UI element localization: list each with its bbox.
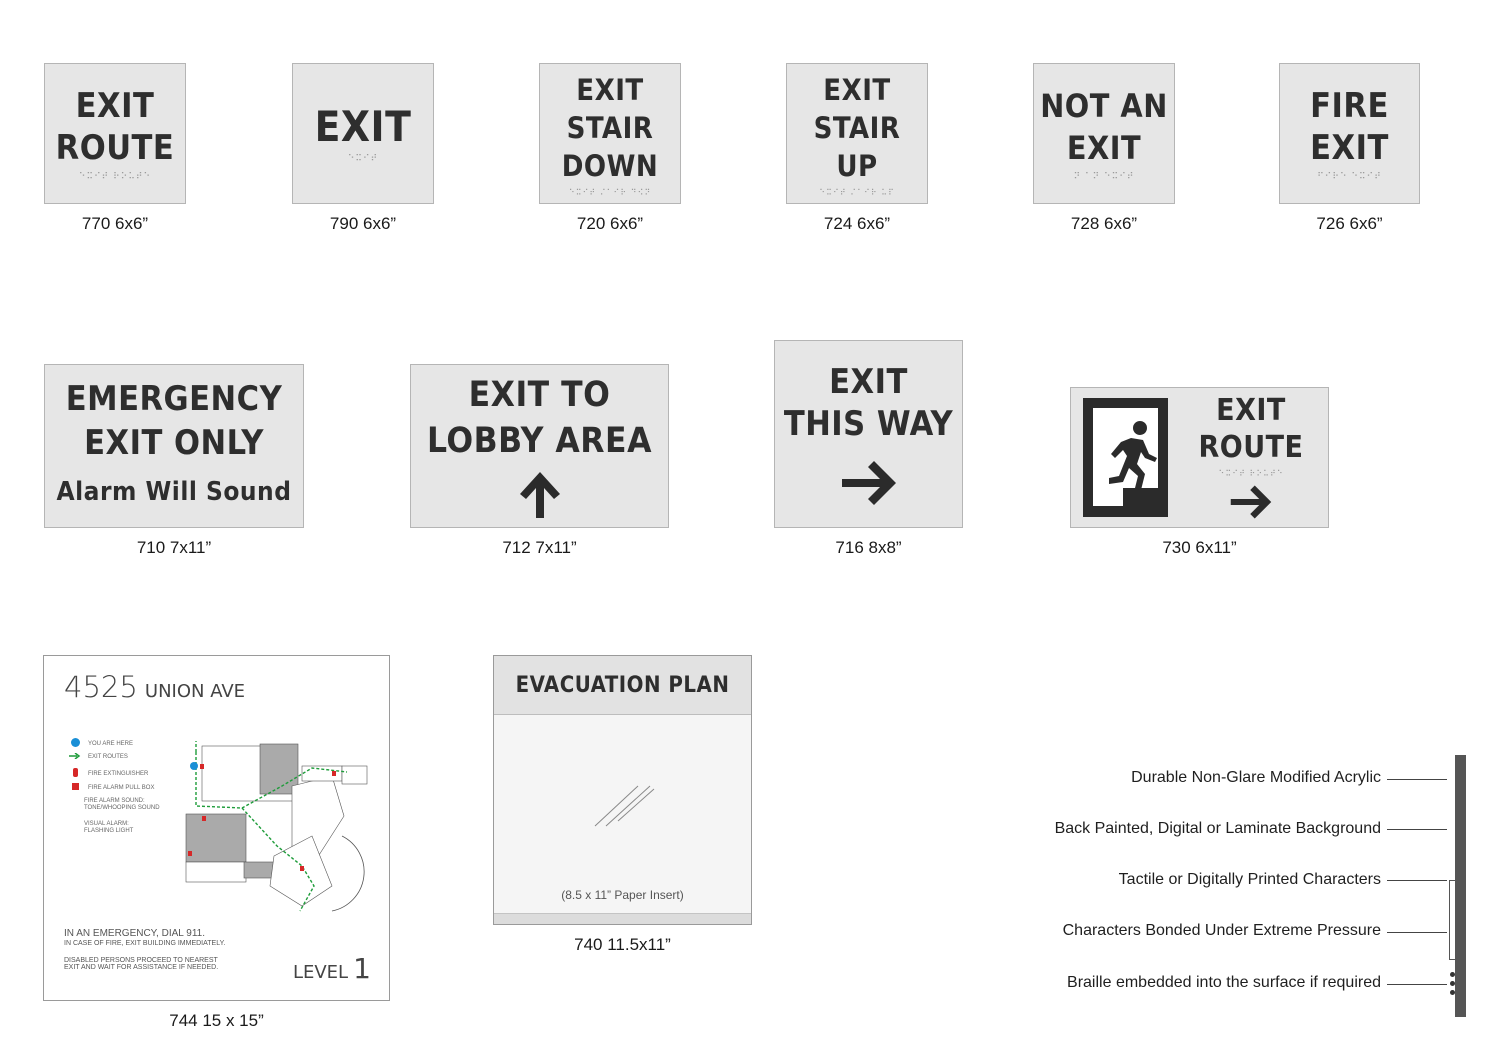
caption: 716 8x8” <box>835 538 902 557</box>
braille: ⠋⠊⠗⠑ ⠑⠭⠊⠞ <box>1317 172 1382 182</box>
sign-text: STAIR <box>566 110 654 145</box>
sign-text: EXIT ONLY <box>84 423 264 463</box>
spec-label: Back Painted, Digital or Laminate Background <box>1054 820 1381 837</box>
sign-724-exit-stair-up <box>786 63 928 204</box>
sign-712-exit-to-lobby <box>410 364 669 528</box>
sign-text: EXIT <box>1310 128 1389 168</box>
caption: 726 6x6” <box>1316 214 1383 233</box>
sign-text: ROUTE <box>1198 430 1304 465</box>
sign-726-fire-exit <box>1279 63 1420 204</box>
sign-text: NOT AN <box>1040 87 1168 125</box>
leader-line <box>1387 880 1447 881</box>
level-label: LEVEL <box>292 962 349 983</box>
braille: ⠝ ⠁⠝ ⠑⠭⠊⠞ <box>1073 172 1135 182</box>
evac-header-text: EVACUATION PLAN <box>515 672 730 698</box>
leader-line <box>1387 829 1447 830</box>
caption: 740 11.5x11” <box>574 935 671 954</box>
braille: ⠑⠭⠊⠞ ⠗⠕⠥⠞⠑ <box>1218 469 1284 478</box>
braille: ⠑⠭⠊⠞ ⠌⠁⠊⠗ ⠙⠪⠝ <box>568 187 652 197</box>
caption: 724 6x6” <box>823 214 891 233</box>
glare-icon <box>590 781 660 831</box>
caption: 730 6x11” <box>1162 538 1237 557</box>
caption: 720 6x6” <box>576 214 644 233</box>
right-arrow-icon <box>840 459 898 507</box>
alarm-sound-text: TONE/WHOOPING SOUND <box>84 805 160 811</box>
visual-alarm-text: FLASHING LIGHT <box>84 828 134 834</box>
fire-note-text: IN CASE OF FIRE, EXIT BUILDING IMMEDIATELY. <box>64 940 226 947</box>
spec-label: Braille embedded into the surface if required <box>1067 974 1381 991</box>
spec-label: Characters Bonded Under Extreme Pressure <box>1062 922 1381 939</box>
sign-790-exit <box>292 63 434 204</box>
sign-text: EXIT <box>314 102 412 151</box>
up-arrow-icon <box>516 470 564 520</box>
address-street: UNION AVE <box>144 681 246 702</box>
sign-744-floor-map <box>43 655 390 1001</box>
sign-text: EXIT <box>829 362 908 402</box>
spec-label: Durable Non-Glare Modified Acrylic <box>1131 769 1381 786</box>
braille-dots-profile <box>1450 972 1456 1002</box>
legend-you-are-here: YOU ARE HERE <box>68 738 133 749</box>
sign-770-exit-route <box>44 63 186 204</box>
leader-line <box>1387 932 1447 933</box>
sign-text: THIS WAY <box>783 404 954 444</box>
sign-text: EMERGENCY <box>65 379 283 419</box>
sign-text: FIRE <box>1310 86 1389 126</box>
sign-text: EXIT <box>1216 393 1286 428</box>
evac-header <box>494 656 751 715</box>
sign-text: EXIT <box>576 72 644 107</box>
sign-716-exit-this-way <box>774 340 963 528</box>
legend-fire-extinguisher: FIRE EXTINGUISHER <box>68 768 148 779</box>
sign-text: ROUTE <box>55 128 175 168</box>
leader-line <box>1387 984 1447 985</box>
sign-730-exit-route-pictogram <box>1070 387 1329 528</box>
sign-text: EXIT <box>1066 129 1142 167</box>
caption: 770 6x6” <box>81 214 149 233</box>
sign-text: UP <box>836 148 878 183</box>
sign-text: EXIT TO <box>468 375 611 415</box>
tactile-character-profile <box>1449 880 1455 960</box>
you-are-here-icon <box>68 738 82 749</box>
floor-plan <box>182 736 382 926</box>
fire-extinguisher-icon <box>68 768 82 779</box>
braille: ⠑⠭⠊⠞ <box>347 154 379 164</box>
leader-line <box>1387 779 1447 780</box>
disabled-text: DISABLED PERSONS PROCEED TO NEAREST <box>64 957 218 964</box>
sign-text: STAIR <box>813 110 901 145</box>
caption: 744 15 x 15” <box>169 1011 264 1030</box>
sign-728-not-an-exit <box>1033 63 1175 204</box>
disabled-text: EXIT AND WAIT FOR ASSISTANCE IF NEEDED. <box>64 964 219 971</box>
address-number: 4525 <box>64 670 138 704</box>
alarm-sound-text: FIRE ALARM SOUND: <box>84 798 145 804</box>
sign-text: EXIT <box>823 72 891 107</box>
visual-alarm-text: VISUAL ALARM: <box>84 821 129 827</box>
sign-text: EXIT <box>75 86 155 126</box>
sign-740-evacuation-plan <box>493 655 752 925</box>
emergency-text: IN AN EMERGENCY, DIAL 911. <box>64 928 205 939</box>
level-number: 1 <box>353 952 371 985</box>
caption: 710 7x11” <box>136 538 212 557</box>
legend-fire-alarm: FIRE ALARM PULL BOX <box>68 783 154 792</box>
running-man-icon <box>1083 398 1168 517</box>
exit-route-arrow-icon <box>68 753 82 761</box>
braille: ⠑⠭⠊⠞ ⠗⠕⠥⠞⠑ <box>78 172 152 182</box>
sign-text: DOWN <box>561 148 659 183</box>
sign-subtext: Alarm Will Sound <box>56 477 292 507</box>
insert-note: (8.5 x 11” Paper Insert) <box>561 888 684 902</box>
sign-720-exit-stair-down <box>539 63 681 204</box>
fire-alarm-icon <box>68 783 82 792</box>
caption: 728 6x6” <box>1070 214 1138 233</box>
caption: 790 6x6” <box>329 214 397 233</box>
right-arrow-icon <box>1181 484 1321 520</box>
sign-text: LOBBY AREA <box>427 421 652 461</box>
sign-cross-section <box>1455 755 1466 1017</box>
braille: ⠑⠭⠊⠞ ⠌⠁⠊⠗ ⠥⠏ <box>819 187 895 197</box>
caption: 712 7x11” <box>502 538 577 557</box>
legend-exit-routes: EXIT ROUTES <box>68 753 128 761</box>
insert-bottom-strip <box>494 913 751 924</box>
spec-label: Tactile or Digitally Printed Characters <box>1118 871 1381 888</box>
sign-710-emergency-exit-only <box>44 364 304 528</box>
